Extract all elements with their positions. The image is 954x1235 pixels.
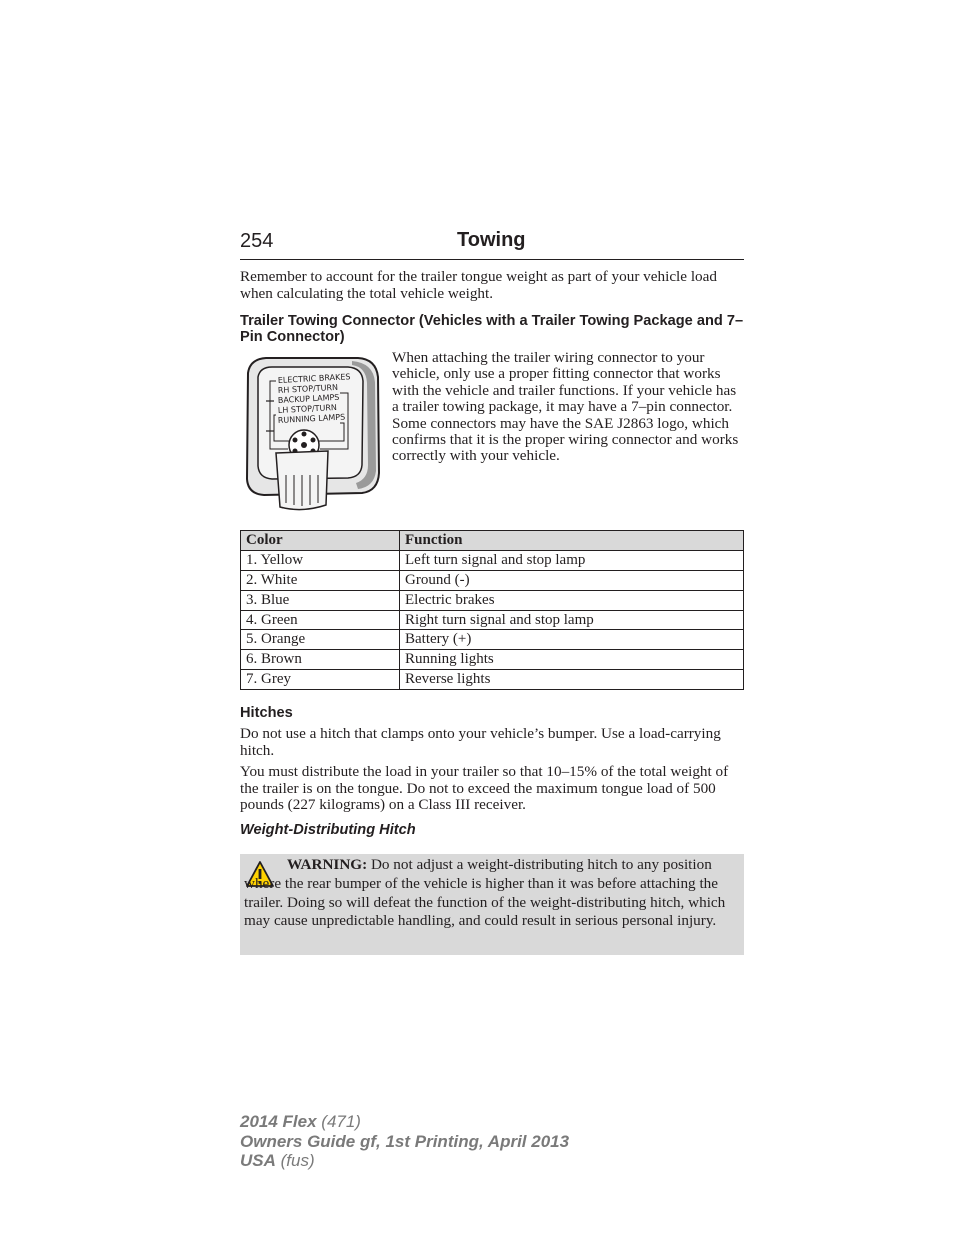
footer-model-code: (471) <box>316 1112 361 1131</box>
table-row <box>241 610 744 630</box>
hitches-paragraph-1: Do not use a hitch that clamps onto your vehicle’s bumper. Use a load-carrying hitch. <box>240 725 721 759</box>
table-row <box>241 590 744 610</box>
wire-color: 5. Orange <box>241 630 400 650</box>
table-header-function: Function <box>400 531 744 551</box>
wire-color: 6. Brown <box>241 650 400 670</box>
wire-color: 3. Blue <box>241 590 400 610</box>
wire-function: Electric brakes <box>400 590 744 610</box>
intro-paragraph: Remember to account for the trailer tongue weight as part of your vehicle load when calculating the total vehicle weight. <box>240 268 717 302</box>
figure-label-3: BACKUP LAMPS <box>277 392 340 405</box>
wire-function: Right turn signal and stop lamp <box>400 610 744 630</box>
wire-color: 2. White <box>241 570 400 590</box>
footer-market: USA <box>240 1151 276 1170</box>
table-header-row <box>241 531 744 551</box>
wire-function: Battery (+) <box>400 630 744 650</box>
section-title: Towing <box>457 229 526 251</box>
weight-distributing-heading: Weight-Distributing Hitch <box>240 822 416 838</box>
wire-function: Ground (-) <box>400 570 744 590</box>
warning-text <box>244 856 738 931</box>
connector-body: When attaching the trailer wiring connector to your vehicle, only use a proper fitting connector that works with the vehicle and trailer functions. If your vehicle has a trailer towing package, it may have a 7–pin connector. Some connectors may have the SAE J2863 logo, which confirms that it is the proper wiring connector and works correctly with your vehicle. <box>392 349 739 465</box>
wire-function: Running lights <box>400 650 744 670</box>
wire-function: Left turn signal and stop lamp <box>400 550 744 570</box>
wire-color-table <box>240 530 744 690</box>
wire-color: 4. Green <box>241 610 400 630</box>
page-footer <box>240 1112 569 1171</box>
page-header <box>240 228 744 260</box>
table-header-color: Color <box>241 531 400 551</box>
warning-label: WARNING: <box>287 856 368 873</box>
figure-label-1: ELECTRIC BRAKES <box>277 372 351 385</box>
figure-label-5: RUNNING LAMPS <box>277 412 346 425</box>
warning-body: Do not adjust a weight-distributing hitch to any position where the rear bumper of the vehicle is higher than it was before attaching the trailer. Doing so will defeat the function of the weight-distributing hitch, which may cause unpredictable handling, and could result in serious personal injury. <box>244 856 726 930</box>
warning-box <box>240 854 744 955</box>
footer-line-1 <box>240 1112 569 1132</box>
wire-color: 1. Yellow <box>241 550 400 570</box>
footer-line-2 <box>240 1132 569 1152</box>
figure-label-4: LH STOP/TURN <box>277 402 338 415</box>
table-row <box>241 650 744 670</box>
connector-heading: Trailer Towing Connector (Vehicles with a Trailer Towing Package and 7–Pin Connector) <box>240 313 744 345</box>
hitches-paragraph-2: You must distribute the load in your trailer so that 10–15% of the total weight of the trailer is on the tongue. Do not to exceed the maximum tongue load of 500 pounds (227 kilograms) on a Class III receiver. <box>240 763 729 813</box>
hitches-heading: Hitches <box>240 705 293 721</box>
page-number: 254 <box>240 230 274 252</box>
figure-label-2: RH STOP/TURN <box>277 382 339 395</box>
wire-function: Reverse lights <box>400 670 744 690</box>
footer-market-code: (fus) <box>275 1151 315 1170</box>
table-row <box>241 670 744 690</box>
footer-line-3 <box>240 1151 569 1171</box>
trailer-connector-illustration <box>240 353 382 513</box>
footer-model: 2014 Flex <box>240 1112 317 1131</box>
table-row <box>241 630 744 650</box>
table-row <box>241 550 744 570</box>
wire-color: 7. Grey <box>241 670 400 690</box>
table-row <box>241 570 744 590</box>
footer-printing: Owners Guide gf, 1st Printing, April 2013 <box>240 1131 570 1151</box>
